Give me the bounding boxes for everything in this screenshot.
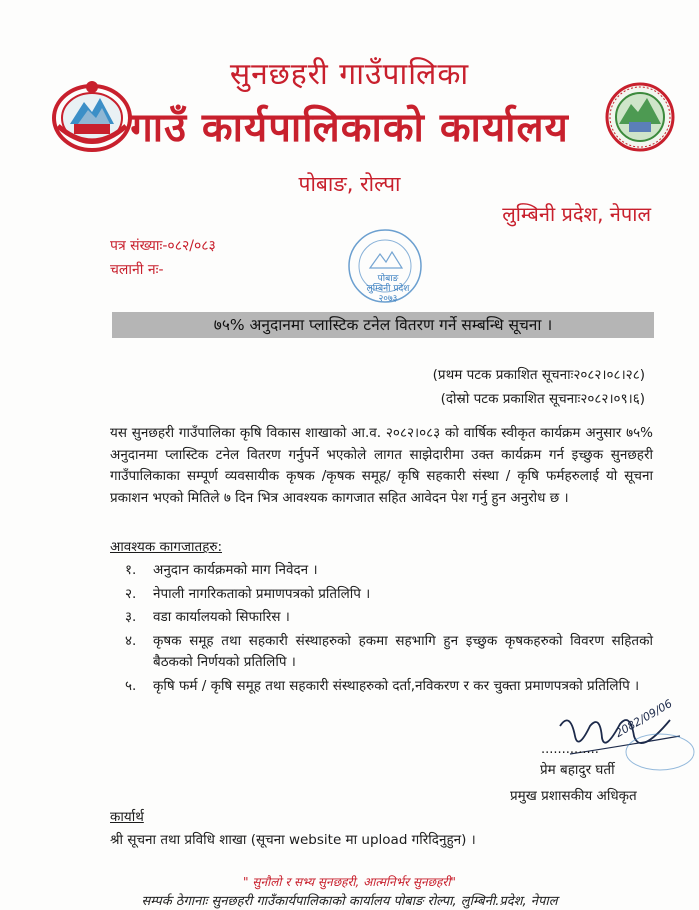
handwritten-date: 2082/09/06 [612, 697, 675, 740]
list-item: १. अनुदान कार्यक्रमको माग निवेदन । [125, 562, 318, 578]
dispatch-number: चलानी नः- [110, 262, 164, 278]
office-name: गाउँ कार्यपालिकाको कार्यालय [130, 105, 569, 151]
office-stamp [330, 222, 440, 322]
first-publication: (प्रथम पटक प्रकाशित सूचनाः२०८२।०८।२८) [432, 367, 645, 383]
karyartha-recipient: श्री सूचना तथा प्रविधि शाखा (सूचना website मा upload गरिदिनुहुन) । [110, 832, 476, 848]
signatory-title: प्रमुख प्रशासकीय अधिकृत [510, 788, 637, 804]
municipality-name: सुनछहरी गाउँपालिका [229, 57, 470, 92]
contact-address: सम्पर्क ठेगानाः सुनछहरी गाउँकार्यपालिकाको कार्यालय पोबाङ रोल्पा, लुम्बिनी.प्रदेश, नेपाल [141, 894, 558, 909]
notice-body: यस सुनछहरी गाउँपालिका कृषि विकास शाखाको आ.व. २०८२।०८३ को वार्षिक स्वीकृत कार्यक्रम अनुसार ७५% अनुदानमा प्लास्टिक टनेल वितरण गर्नुपर्ने भएकोले लागत साझेदारीमा उक्त कार्यक्रम गर्न इच्छुक सुनछहरी गाउँपालिकाका सम्पूर्ण व्यवसायीक कृषक /कृषक समूह/ कृषि सहकारी संस्था / कृषि फर्महरुलाई यो सूचना प्रकाशन भएको मितिले ७ दिन भित्र आवश्यक कागजात सहित आवेदन पेश गर्नु हुन अनुरोध छ । [110, 425, 653, 506]
stamp-line-1: पोबाङ [377, 274, 399, 284]
documents-list [125, 560, 653, 699]
province-line: लुम्बिनी प्रदेश, नेपाल [502, 202, 651, 226]
second-publication: (दोस्रो पटक प्रकाशित सूचनाः२०८२।०९।६) [440, 391, 645, 407]
stamp-icon [330, 222, 440, 322]
documents-heading: आवश्यक कागजातहरु: [110, 539, 222, 555]
signatory-name: प्रेम बहादुर घर्ती [540, 762, 615, 778]
list-item: ३. वडा कार्यालयको सिफारिस । [125, 609, 290, 625]
office-address: पोबाङ, रोल्पा [298, 172, 401, 196]
notice-subject: ७५% अनुदानमा प्लास्टिक टनेल वितरण गर्ने सम्बन्धि सूचना । [112, 312, 654, 338]
list-item: ५. कृषि फर्म / कृषि समूह तथा सहकारी संस्थाहरुको दर्ता,नविकरण र कर चुक्ता प्रमाणपत्रको प्रतिलिपि । [125, 677, 640, 694]
list-item: २. नेपाली नागरिकताको प्रमाणपत्रको प्रतिलिपि । [125, 585, 371, 602]
list-item: ४. कृषक समूह तथा सहकारी संस्थाहरुको हकमा सहभागि हुन इच्छुक कृषकहरुको विवरण सहितको बैठकको निर्णयको प्रतिलिपि । [125, 632, 653, 670]
karyartha-heading: कार्यार्थ [110, 809, 144, 825]
stamp-line-3: २०७३ [378, 294, 398, 304]
signature-line: .............. [541, 742, 599, 757]
stamp-line-2: लुम्बिनी प्रदेश [366, 284, 410, 294]
slogan: " सुनौलो र सभ्य सुनछहरी, आत्मनिर्भर सुनछहरी" [243, 875, 456, 889]
letter-number: पत्र संख्याः-०८२/०८३ [110, 238, 216, 254]
